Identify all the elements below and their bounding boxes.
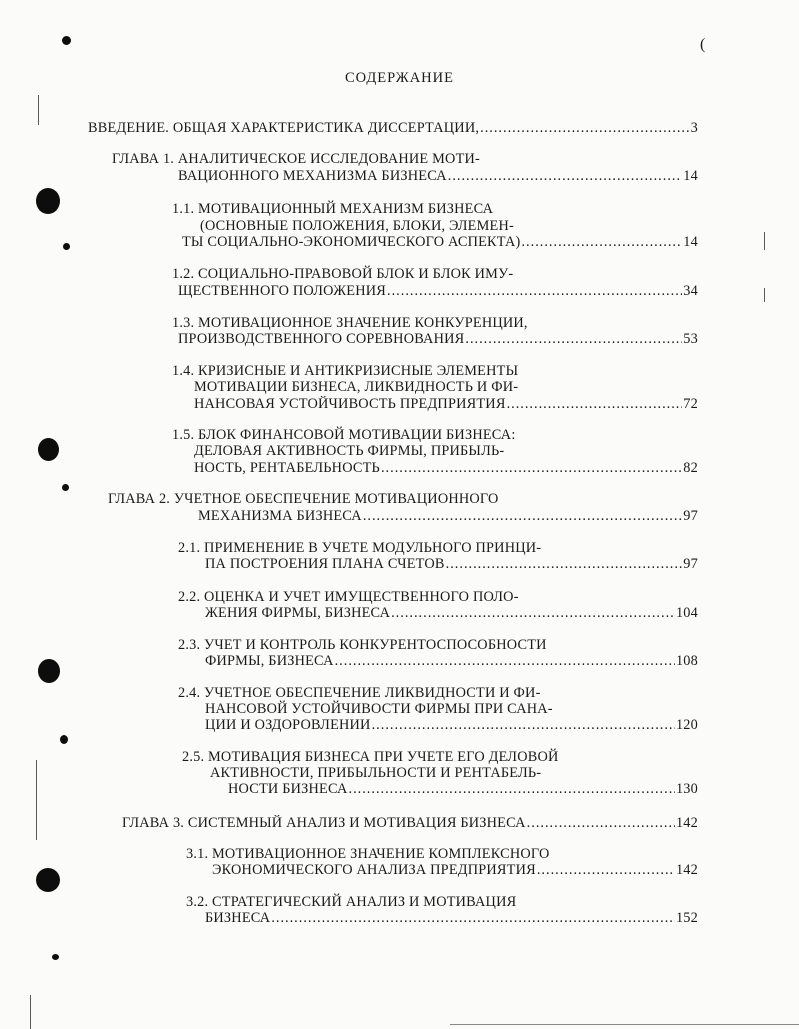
- toc-page-number: 53: [683, 331, 698, 347]
- toc-page-number: 120: [675, 717, 698, 733]
- punch-hole-mark: [36, 868, 60, 892]
- toc-entry-text: НОСТЬ, РЕНТАБЕЛЬНОСТЬ: [194, 460, 380, 476]
- toc-entry-text: МЕХАНИЗМА БИЗНЕСА: [198, 508, 362, 524]
- toc-page-number: 142: [675, 862, 698, 878]
- toc-entry-chapter-3[interactable]: [122, 815, 698, 832]
- toc-entry-section-1-2[interactable]: [178, 283, 698, 300]
- margin-line: [30, 995, 31, 1029]
- toc-page-number: 142: [675, 815, 698, 831]
- section-heading-line: 2.4. УЧЕТНОЕ ОБЕСПЕЧЕНИЕ ЛИКВИДНОСТИ И ФИ-: [178, 685, 541, 701]
- toc-page-number: 108: [675, 653, 698, 669]
- dot-leader: [446, 556, 683, 573]
- toc-entry-text: БИЗНЕСА: [205, 910, 271, 926]
- toc-entry-text: ЩЕСТВЕННОГО ПОЛОЖЕНИЯ: [178, 283, 387, 299]
- dot-leader: [372, 717, 675, 734]
- margin-line: [38, 95, 39, 125]
- toc-entry-text: ФИРМЫ, БИЗНЕСА: [205, 653, 334, 669]
- toc-entry-chapter-2[interactable]: [198, 508, 698, 525]
- punch-hole-mark: [36, 188, 60, 214]
- toc-entry-text: ЖЕНИЯ ФИРМЫ, БИЗНЕСА: [205, 605, 391, 621]
- chapter-heading-line: ГЛАВА 1. АНАЛИТИЧЕСКОЕ ИССЛЕДОВАНИЕ МОТИ-: [112, 151, 480, 167]
- punch-hole-mark: [38, 438, 59, 461]
- dot-leader: [381, 460, 682, 477]
- dot-leader: [521, 234, 682, 251]
- toc-entry-section-2-5[interactable]: [228, 781, 698, 798]
- toc-entry-section-2-3[interactable]: [205, 653, 698, 670]
- toc-page-number: 104: [675, 605, 698, 621]
- dot-leader: [349, 781, 675, 798]
- section-heading-line: АКТИВНОСТИ, ПРИБЫЛЬНОСТИ И РЕНТАБЕЛЬ-: [210, 765, 542, 781]
- toc-entry-section-1-1[interactable]: [182, 234, 698, 251]
- toc-entry-text: ПРОИЗВОДСТВЕННОГО СОРЕВНОВАНИЯ: [178, 331, 465, 347]
- dot-leader: [387, 283, 682, 300]
- section-heading-line: 3.1. МОТИВАЦИОННОЕ ЗНАЧЕНИЕ КОМПЛЕКСНОГО: [186, 846, 550, 862]
- dot-leader: [527, 815, 675, 832]
- toc-entry-text: ЭКОНОМИЧЕСКОГО АНАЛИЗА ПРЕДПРИЯТИЯ: [212, 862, 536, 878]
- toc-entry-section-1-3[interactable]: [178, 331, 698, 348]
- toc-page-number: 130: [675, 781, 698, 797]
- toc-page-number: 97: [683, 556, 698, 572]
- section-heading-line: 2.3. УЧЕТ И КОНТРОЛЬ КОНКУРЕНТОСПОСОБНОСТИ: [178, 637, 547, 653]
- toc-entry-text: НОСТИ БИЗНЕСА: [228, 781, 348, 797]
- section-heading-line: 1.4. КРИЗИСНЫЕ И АНТИКРИЗИСНЫЕ ЭЛЕМЕНТЫ: [172, 363, 519, 379]
- page-title: СОДЕРЖАНИЕ: [345, 70, 454, 86]
- toc-entry-section-3-1[interactable]: [212, 862, 698, 879]
- section-heading-line: 2.5. МОТИВАЦИЯ БИЗНЕСА ПРИ УЧЕТЕ ЕГО ДЕЛОВОЙ: [182, 749, 559, 765]
- toc-page-number: 34: [683, 283, 698, 299]
- bottom-edge-line: [450, 1024, 799, 1025]
- section-heading-line: НАНСОВОЙ УСТОЙЧИВОСТИ ФИРМЫ ПРИ САНА-: [205, 701, 553, 717]
- toc-entry-chapter-1[interactable]: [178, 168, 698, 185]
- punch-hole-mark: [60, 735, 68, 744]
- toc-entry-text: ГЛАВА 3. СИСТЕМНЫЙ АНАЛИЗ И МОТИВАЦИЯ БИЗНЕСА: [122, 815, 526, 831]
- punch-hole-mark: [38, 659, 60, 683]
- toc-page-number: 3: [690, 120, 698, 136]
- toc-entry-section-1-5[interactable]: [194, 460, 698, 477]
- corner-mark: (: [700, 36, 706, 53]
- section-heading-line: ДЕЛОВАЯ АКТИВНОСТЬ ФИРМЫ, ПРИБЫЛЬ-: [194, 443, 505, 459]
- section-heading-line: 1.3. МОТИВАЦИОННОЕ ЗНАЧЕНИЕ КОНКУРЕНЦИИ,: [172, 315, 528, 331]
- punch-hole-mark: [52, 954, 59, 960]
- toc-page-number: 97: [683, 508, 698, 524]
- toc-page-number: 152: [675, 910, 698, 926]
- section-heading-line: 1.1. МОТИВАЦИОННЫЙ МЕХАНИЗМ БИЗНЕСА: [172, 201, 494, 217]
- dot-leader: [537, 862, 675, 879]
- toc-page-number: 82: [683, 460, 698, 476]
- margin-line: [36, 760, 37, 840]
- toc-entry-section-2-2[interactable]: [205, 605, 698, 622]
- toc-entry-section-1-4[interactable]: [194, 396, 698, 413]
- dot-leader: [363, 508, 682, 525]
- dot-leader: [448, 168, 683, 185]
- dot-leader: [335, 653, 675, 670]
- toc-entry-intro[interactable]: [88, 120, 698, 137]
- margin-line: [764, 288, 765, 302]
- punch-hole-mark: [63, 243, 70, 250]
- section-heading-line: 2.1. ПРИМЕНЕНИЕ В УЧЕТЕ МОДУЛЬНОГО ПРИНЦИ-: [178, 540, 542, 556]
- punch-hole-mark: [62, 36, 71, 45]
- toc-entry-text: ВАЦИОННОГО МЕХАНИЗМА БИЗНЕСА: [178, 168, 447, 184]
- toc-entry-section-3-2[interactable]: [205, 910, 698, 927]
- section-heading-line: 2.2. ОЦЕНКА И УЧЕТ ИМУЩЕСТВЕННОГО ПОЛО-: [178, 589, 519, 605]
- section-heading-line: 3.2. СТРАТЕГИЧЕСКИЙ АНАЛИЗ И МОТИВАЦИЯ: [186, 894, 517, 910]
- toc-page-number: 72: [683, 396, 698, 412]
- toc-entry-section-2-4[interactable]: [205, 717, 698, 734]
- toc-page-number: 14: [683, 168, 698, 184]
- toc-entry-text: ЦИИ И ОЗДОРОВЛЕНИИ: [205, 717, 371, 733]
- toc-page-number: 14: [683, 234, 698, 250]
- toc-entry-text: НАНСОВАЯ УСТОЙЧИВОСТЬ ПРЕДПРИЯТИЯ: [194, 396, 506, 412]
- chapter-heading-line: ГЛАВА 2. УЧЕТНОЕ ОБЕСПЕЧЕНИЕ МОТИВАЦИОННОГО: [108, 491, 499, 507]
- punch-hole-mark: [62, 484, 69, 491]
- margin-line: [764, 232, 765, 250]
- toc-entry-text: ПА ПОСТРОЕНИЯ ПЛАНА СЧЕТОВ: [205, 556, 445, 572]
- section-heading-line: 1.2. СОЦИАЛЬНО-ПРАВОВОЙ БЛОК И БЛОК ИМУ-: [172, 266, 514, 282]
- dot-leader: [465, 331, 682, 348]
- section-heading-line: (ОСНОВНЫЕ ПОЛОЖЕНИЯ, БЛОКИ, ЭЛЕМЕН-: [200, 218, 514, 234]
- dot-leader: [507, 396, 683, 413]
- dot-leader: [480, 120, 690, 137]
- dot-leader: [391, 605, 675, 622]
- dot-leader: [271, 910, 675, 927]
- section-heading-line: МОТИВАЦИИ БИЗНЕСА, ЛИКВИДНОСТЬ И ФИ-: [194, 379, 519, 395]
- toc-entry-section-2-1[interactable]: [205, 556, 698, 573]
- toc-entry-text: ТЫ СОЦИАЛЬНО-ЭКОНОМИЧЕСКОГО АСПЕКТА): [182, 234, 521, 250]
- toc-entry-text: ВВЕДЕНИЕ. ОБЩАЯ ХАРАКТЕРИСТИКА ДИССЕРТАЦИИ,: [88, 120, 480, 136]
- section-heading-line: 1.5. БЛОК ФИНАНСОВОЙ МОТИВАЦИИ БИЗНЕСА:: [172, 427, 516, 443]
